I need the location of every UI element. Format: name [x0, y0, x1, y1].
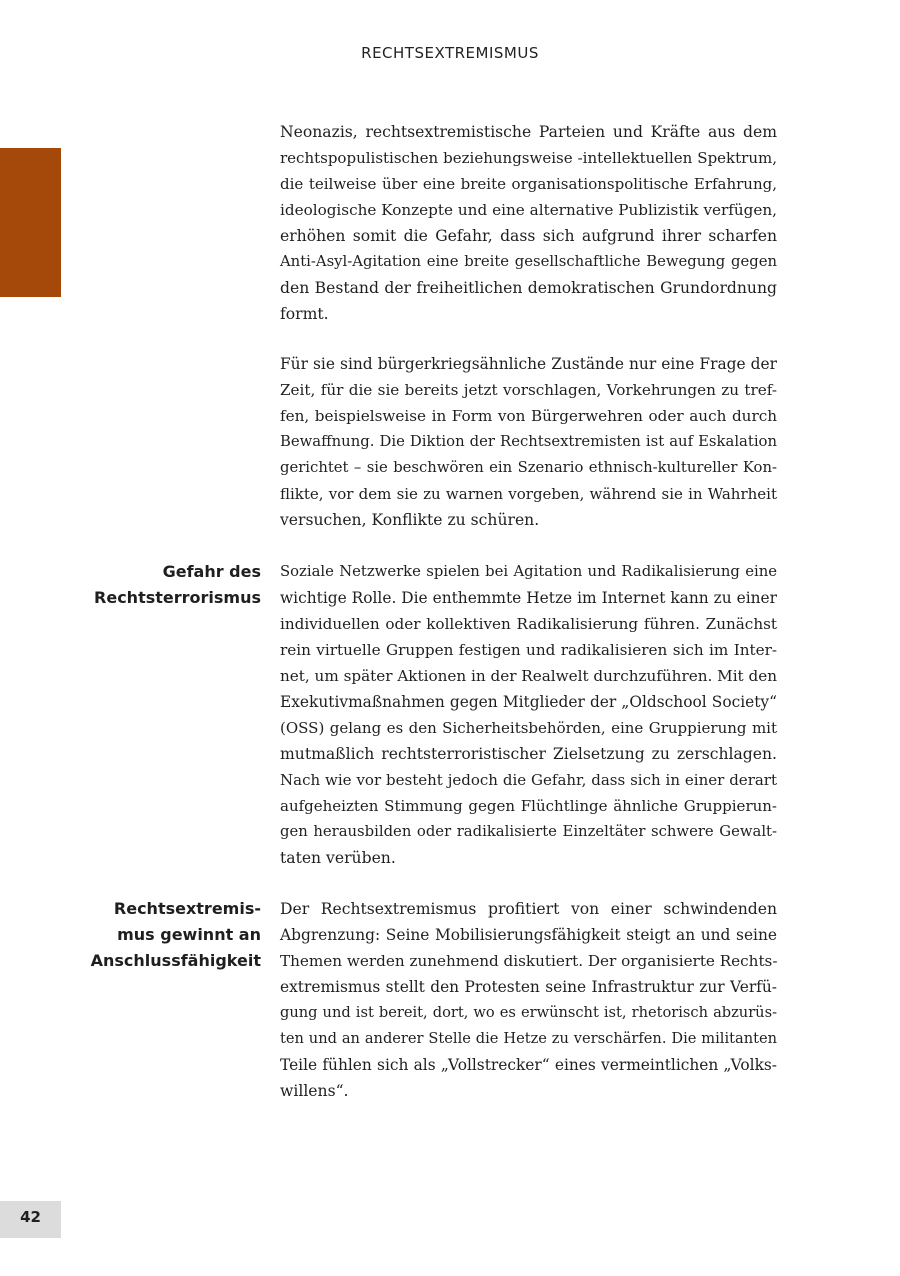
paragraph-line: willens“. — [280, 1082, 349, 1100]
paragraph-line: Bewaffnung. Die Diktion der Rechtsextremisten ist auf Eskalation — [280, 433, 777, 450]
paragraph-line: Anti-Asyl-Agitation eine breite gesellschaftliche Bewegung gegen — [280, 253, 777, 270]
paragraph-line: Nach wie vor besteht jedoch die Gefahr, dass sich in einer derart — [280, 771, 777, 789]
paragraph-line: ten und an anderer Stelle die Hetze zu verschärfen. Die militanten — [280, 1030, 777, 1047]
paragraph-line: Exekutivmaßnahmen gegen Mitglieder der „Oldschool Society“ — [280, 693, 777, 711]
margin-heading-rechtsterrorismus — [61, 559, 261, 611]
paragraph-line: net, um später Aktionen in der Realwelt durchzuführen. Mit den — [280, 667, 777, 685]
paragraph-line: formt. — [280, 305, 329, 323]
paragraph-line: fen, beispielsweise in Form von Bürgerwehren oder auch durch — [280, 407, 777, 425]
paragraph-line: flikte, vor dem sie zu warnen vorgeben, während sie in Wahrheit — [280, 485, 777, 503]
paragraph-line: ideologische Konzepte und eine alternative Publizistik verfügen, — [280, 201, 777, 219]
paragraph-line: taten verüben. — [280, 849, 396, 867]
paragraph-1 — [280, 119, 777, 327]
margin-heading-line: Gefahr des — [162, 562, 261, 581]
paragraph-line: rechtspopulistischen beziehungsweise -intellektuellen Spektrum, — [280, 149, 777, 167]
paragraph-line: extremismus stellt den Protesten seine Infrastruktur zur Verfü- — [280, 978, 777, 996]
paragraph-line: Zeit, für die sie bereits jetzt vorschlagen, Vorkehrungen zu tref- — [280, 381, 777, 399]
paragraph-line: aufgeheizten Stimmung gegen Flüchtlinge ähnliche Gruppierun- — [280, 797, 777, 815]
paragraph-line: gerichtet – sie beschwören ein Szenario ethnisch-kultureller Kon- — [280, 459, 777, 476]
paragraph-4 — [280, 896, 777, 1104]
paragraph-line: individuellen oder kollektiven Radikalisierung führen. Zunächst — [280, 615, 777, 633]
page-number: 42 — [20, 1208, 41, 1226]
paragraph-line: den Bestand der freiheitlichen demokratischen Grundordnung — [280, 279, 777, 297]
chapter-marker-tab — [0, 148, 61, 297]
paragraph-line: versuchen, Konflikte zu schüren. — [280, 511, 540, 529]
paragraph-line: wichtige Rolle. Die enthemmte Hetze im Internet kann zu einer — [280, 589, 777, 607]
margin-heading-line: Rechtsextremis- — [113, 899, 261, 918]
paragraph-line: Der Rechtsextremismus profitiert von einer schwindenden — [280, 900, 777, 918]
margin-heading-line: Anschlussfähigkeit — [90, 951, 261, 970]
margin-heading-line: mus gewinnt an — [117, 925, 261, 944]
paragraph-line: erhöhen somit die Gefahr, dass sich aufgrund ihrer scharfen — [280, 227, 777, 245]
paragraph-line: (OSS) gelang es den Sicherheitsbehörden, eine Gruppierung mit — [280, 719, 777, 737]
paragraph-line: Soziale Netzwerke spielen bei Agitation und Radikalisierung eine — [280, 563, 777, 580]
paragraph-3 — [280, 559, 777, 871]
paragraph-line: rein virtuelle Gruppen festigen und radikalisieren sich im Inter- — [280, 641, 777, 659]
margin-heading-anschlussfaehigkeit — [61, 896, 261, 974]
running-header-title: RECHTSEXTREMISMUS — [361, 44, 539, 62]
paragraph-line: mutmaßlich rechtsterroristischer Zielsetzung zu zerschlagen. — [280, 745, 777, 763]
paragraph-line: die teilweise über eine breite organisationspolitische Erfahrung, — [280, 175, 777, 193]
paragraph-line: Für sie sind bürgerkriegsähnliche Zustände nur eine Frage der — [280, 355, 777, 373]
margin-heading-line: Rechtsterrorismus — [94, 588, 261, 607]
paragraph-2 — [280, 351, 777, 533]
paragraph-line: gen herausbilden oder radikalisierte Einzeltäter schwere Gewalt- — [280, 823, 777, 840]
paragraph-line: Abgrenzung: Seine Mobilisierungsfähigkeit steigt an und seine — [280, 926, 777, 944]
paragraph-line: gung und ist bereit, dort, wo es erwünscht ist, rhetorisch abzurüs- — [280, 1004, 777, 1021]
paragraph-line: Themen werden zunehmend diskutiert. Der organisierte Rechts- — [280, 952, 778, 970]
paragraph-line: Neonazis, rechtsextremistische Parteien und Kräfte aus dem — [280, 123, 777, 141]
paragraph-line: Teile fühlen sich als „Vollstrecker“ eines vermeintlichen „Volks- — [280, 1056, 777, 1074]
